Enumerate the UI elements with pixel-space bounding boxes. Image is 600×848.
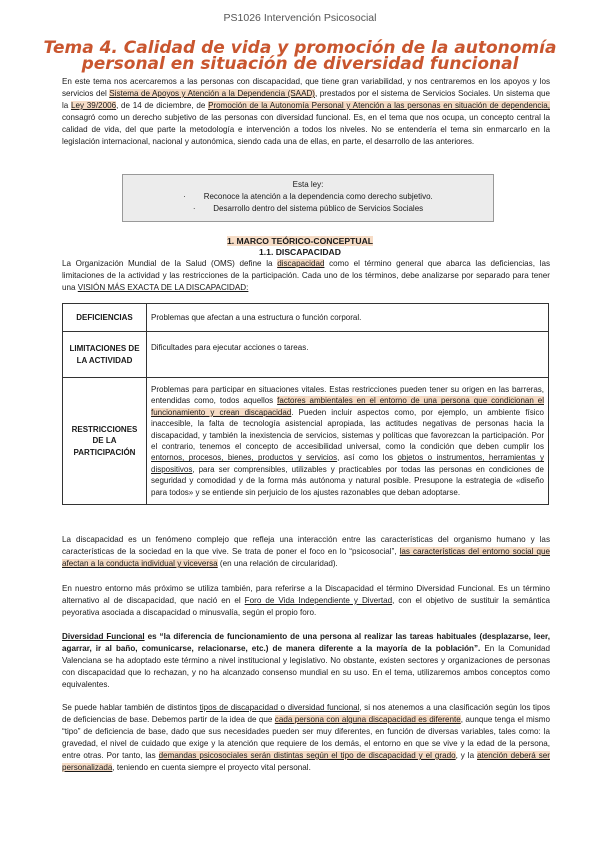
page-header: PS1026 Intervención Psicosocial [223,12,377,24]
title-line-1: Tema 4. Calidad de vida y promoción de la autonomía [43,38,557,58]
table-value: Dificultades para ejecutar acciones o tareas. [147,332,549,378]
vision-underline: VISIÓN MÁS EXACTA DE LA DISCAPACIDAD: [77,283,249,292]
law-box-heading: Esta ley: [292,180,324,189]
title-line-2: personal en situación de diversidad funcional [81,54,519,74]
table-row [63,304,549,332]
section-heading: 1. MARCO TEÓRICO-CONCEPTUAL [226,236,374,246]
intro-paragraph: En este tema nos acercaremos a las personas con discapacidad, que tiene gran variabilidad, y nos centraremos en los apoyos y los servicios del Sistema de Apoyos y Atención a la Dependencia (SAAD), prestados por el sistema de Servicios Sociales. Un sistema que la Ley 39/2006, de 14 de diciembre, de Promoción de la Autonomía Personal y Atención a las personas en situación de dependencia, consagró como un derecho subjetivo de las personas con diversidad funcional. Es, en el tema que nos ocupa, un concepto central la calidad de vida, del que parte la metodología e intervención a todos los niveles. No se entendería el tema sin enmarcarlo en la legislación internacional, nacional y autonómica, siendo cada una de ellas, en parte, el desarrollo de las anteriores. [62,77,551,146]
oms-paragraph: La Organización Mundial de la Salud (OMS) define la discapacidad como el término general que abarca las deficiencias, las limitaciones de la actividad y las restricciones de la participación. Cada uno de los términos, debe analizarse por separado para tener una VISIÓN MÁS EXACTA DE LA DISCAPACIDAD: [62,259,550,292]
table-row [63,378,549,505]
table-key: DEFICIENCIAS [63,304,147,332]
table-value: Problemas para participar en situaciones vitales. Estas restricciones pueden tener su origen en las barreras, entendidas como, todos aquellos factores ambientales en el entorno de una persona que condicionan el funcionamiento y crean discapacidad. Pueden incluir aspectos como, por ejemplo, un ambiente físico inaccesible, la falta de tecnología asistencial apropiada, las actitudes negativas de personas hacia la discapacidad, y también la inexistencia de servicios, sistemas y políticas que favorezcan la participación. Por el contrario, tenemos el concepto de accesibilidad universal, como la condición que deben cumplir los entornos, procesos, bienes, productos y servicios, así como los objetos o instrumentos, herramientas y dispositivos, para ser comprensibles, utilizables y practicables por todas las personas en condiciones de seguridad y comodidad y de la forma más autónoma y natural posible. Presupone la estrategia de «diseño para todos» y se entiende sin perjuicio de los ajustes razonables que deban adoptarse. [147,378,549,505]
law-box-item: · Reconoce la atención a la dependencia como derecho subjetivo. [183,192,433,201]
definitions-table [62,303,549,505]
promocion-highlight: Promoción de la Autonomía Personal y Atención a las personas en situación de dependencia, [208,101,550,110]
law-box-item: · Desarrollo dentro del sistema público de Servicios Sociales [192,204,424,213]
table-key: LIMITACIONES DE LA ACTIVIDAD [63,332,147,378]
tipos-paragraph: Se puede hablar también de distintos tipos de discapacidad o diversidad funcional, si nos atenemos a una clasificación según los tipos de deficiencias de base. Debemos partir de la idea de que cada persona con alguna discapacidad es diferente, aunque tenga el mismo “tipo” de deficiencia de base, dado que sus necesidades pueden ser muy diferentes, en función de diversas variables, tales como: la gravedad, el nivel de cuidado que exige y la atención que requiere de los demás, el entorno en que se vive y la edad de la persona, entre otras. Por tanto, las demandas psicosociales serán distintas según el tipo de discapacidad y el grado, y la atención deberá ser personalizada, teniendo en cuenta siempre el proyecto vital personal. [62,703,550,772]
fenomeno-paragraph: La discapacidad es un fenómeno complejo que refleja una interacción entre las características del organismo humano y las características de la sociedad en la que vive. Se trata de poner el foco en lo “psicosocial”, las características del entorno social que afectan a la conducta individual y viceversa (en una relación de circularidad). [62,535,550,568]
entorno-paragraph: En nuestro entorno más próximo se utiliza también, para referirse a la Discapacidad el término Diversidad Funcional. Es un término alternativo al de discapacidad, que nació en el Foro de Vida Independiente y Divertad, con el objetivo de sustituir la semántica peyorativa asociada a discapacidad o minusvalía, según el propio foro. [62,584,551,617]
table-row [63,332,549,378]
ley-highlight: Ley 39/2006 [71,101,117,110]
table-value: Problemas que afectan a una estructura o función corporal. [147,304,549,332]
diversidad-paragraph: Diversidad Funcional es “la diferencia de funcionamiento de una persona al realizar las tareas habituales (desplazarse, leer, agarrar, ir al baño, comunicarse, relacionarse, etc.) de manera diferente a la mayoría de la población”. En la Comunidad Valenciana se ha adoptado este término a nivel institucional y legislativo. No obstante, existen sectores y organizaciones de personas con discapacidad que lo rechazan, y no ha alcanzado consenso mundial en su uso. En el tema, utilizaremos ambos conceptos como equivalentes. [62,632,551,689]
law-box [122,174,494,222]
saad-highlight: Sistema de Apoyos y Atención a la Dependencia (SAAD) [109,89,316,98]
page-title [40,40,560,72]
discapacidad-highlight: discapacidad [277,259,325,268]
table-key: RESTRICCIONES DE LA PARTICIPACIÓN [63,378,147,505]
subsection-heading: 1.1. DISCAPACIDAD [259,247,341,257]
